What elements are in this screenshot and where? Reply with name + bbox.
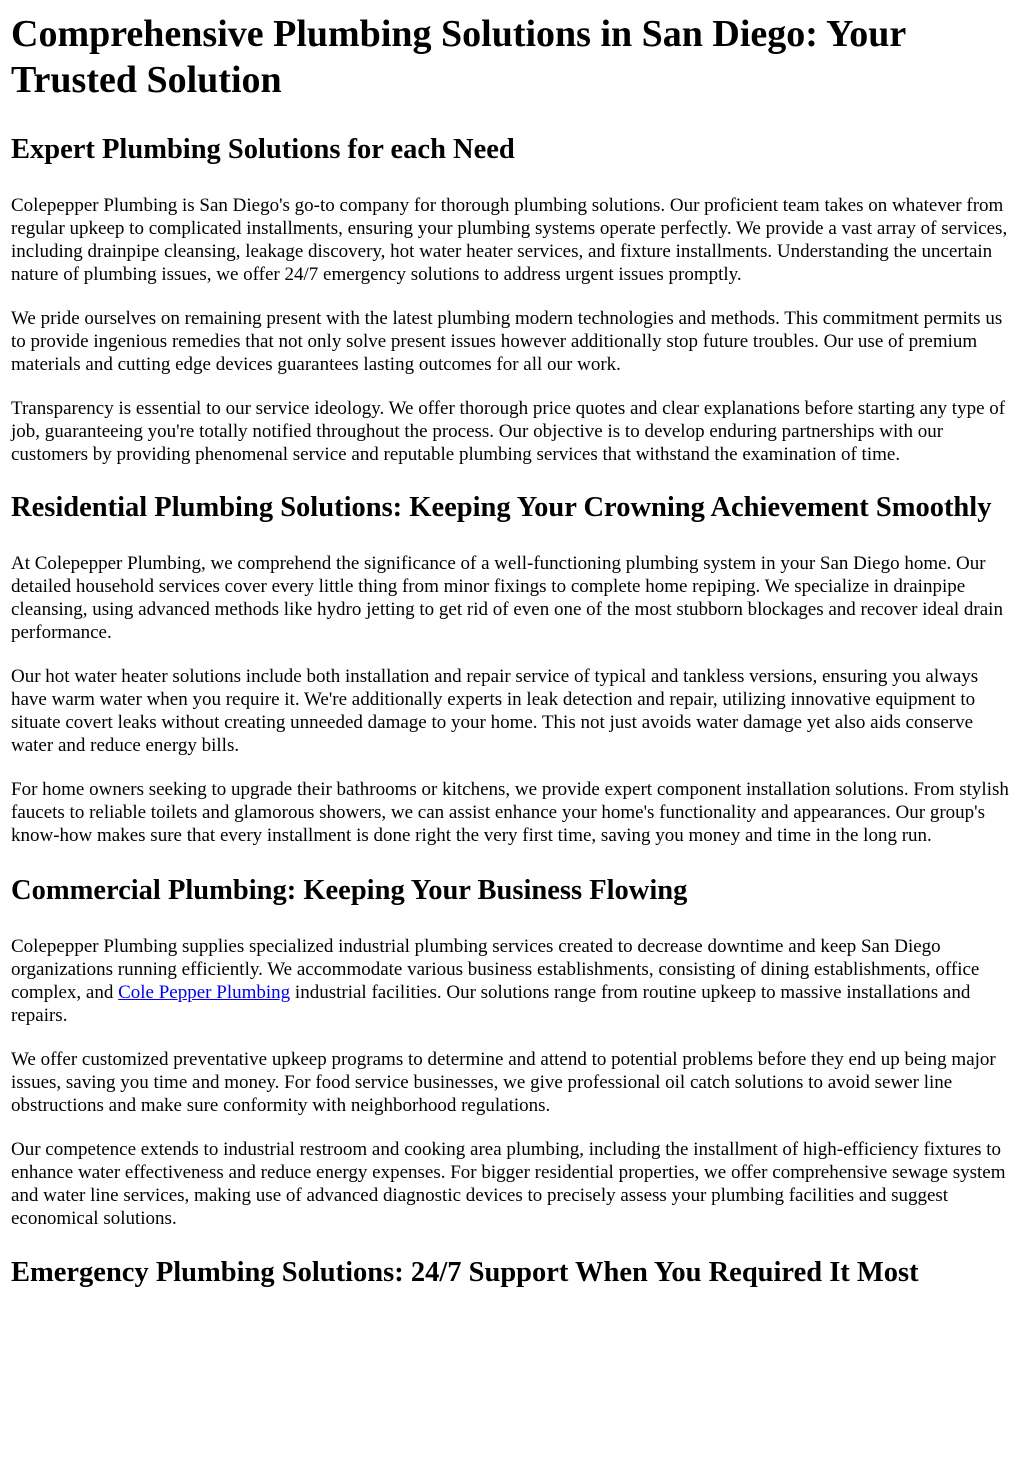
section-heading-emergency: Emergency Plumbing Solutions: 24/7 Support When You Required It Most bbox=[11, 1257, 919, 1288]
paragraph: We offer customized preventative upkeep programs to determine and attend to potential problems before they end up being major issues, saving you time and money. For food service businesses, we give professional oil catch solutions to avoid sewer line obstructions and make sure conformity with neighborhood regulations. bbox=[11, 1049, 996, 1116]
paragraph: Our competence extends to industrial restroom and cooking area plumbing, including the installment of high-efficiency fixtures to enhance water effectiveness and reduce energy expenses. For bigger residential properties, we offer comprehensive sewage system and water line services, making use of advanced diagnostic devices to precisely assess your plumbing facilities and suggest economical solutions. bbox=[11, 1139, 1006, 1229]
paragraph: We pride ourselves on remaining present with the latest plumbing modern technologies and methods. This commitment permits us to provide ingenious remedies that not only solve present issues however additionally stop future troubles. Our use of premium materials and cutting edge devices guarantees lasting outcomes for all our work. bbox=[11, 308, 1003, 375]
paragraph: Colepepper Plumbing is San Diego's go-to company for thorough plumbing solutions. Our proficient team takes on whatever from regular upkeep to complicated installments, ensuring your plumbing systems operate perfectly. We provide a vast array of services, including drainpipe cleansing, leakage discovery, hot water heater services, and fixture installments. Understanding the uncertain nature of plumbing issues, we offer 24/7 emergency solutions to address urgent issues promptly. bbox=[11, 195, 1008, 285]
cole-pepper-plumbing-link[interactable]: Cole Pepper Plumbing bbox=[118, 982, 291, 1003]
page-title: Comprehensive Plumbing Solutions in San Diego: Your Trusted Solution bbox=[11, 13, 906, 101]
paragraph-text: industrial facilities. Our solutions range from routine upkeep to massive installations and repairs. bbox=[11, 982, 971, 1026]
section-heading-residential: Residential Plumbing Solutions: Keeping Your Crowning Achievement Smoothly bbox=[11, 492, 992, 523]
paragraph: For home owners seeking to upgrade their bathrooms or kitchens, we provide expert component installation solutions. From stylish faucets to reliable toilets and glamorous showers, we can assist enhance your home's functionality and appearances. Our group's know-how makes sure that every installment is done right the very first time, saving you money and time in the long run. bbox=[11, 779, 1009, 846]
section-heading-commercial: Commercial Plumbing: Keeping Your Business Flowing bbox=[11, 875, 688, 906]
paragraph-with-link bbox=[11, 935, 1014, 1027]
paragraph: At Colepepper Plumbing, we comprehend the significance of a well-functioning plumbing system in your San Diego home. Our detailed household services cover every little thing from minor fixings to complete home repiping. We specialize in drainpipe cleansing, using advanced methods like hydro jetting to get rid of even one of the most stubborn blockages and recover ideal drain performance. bbox=[11, 553, 1003, 643]
paragraph: Our hot water heater solutions include both installation and repair service of typical and tankless versions, ensuring you always have warm water when you require it. We're additionally experts in leak detection and repair, utilizing innovative equipment to situate covert leaks without creating unneeded damage to your home. This not just avoids water damage yet also aids conserve water and reduce energy bills. bbox=[11, 666, 979, 756]
article bbox=[0, 11, 1024, 1290]
paragraph: Transparency is essential to our service ideology. We offer thorough price quotes and clear explanations before starting any type of job, guaranteeing you're totally notified throughout the process. Our objective is to develop enduring partnerships with our customers by providing phenomenal service and reputable plumbing services that withstand the examination of time. bbox=[11, 398, 1006, 465]
section-heading-expert: Expert Plumbing Solutions for each Need bbox=[11, 134, 515, 165]
paragraph-text: Colepepper Plumbing supplies specialized industrial plumbing services created to decrease downtime and keep San Diego organizations running efficiently. We accommodate various business establishments, consisting of dining establishments, office complex, and bbox=[11, 936, 980, 1003]
